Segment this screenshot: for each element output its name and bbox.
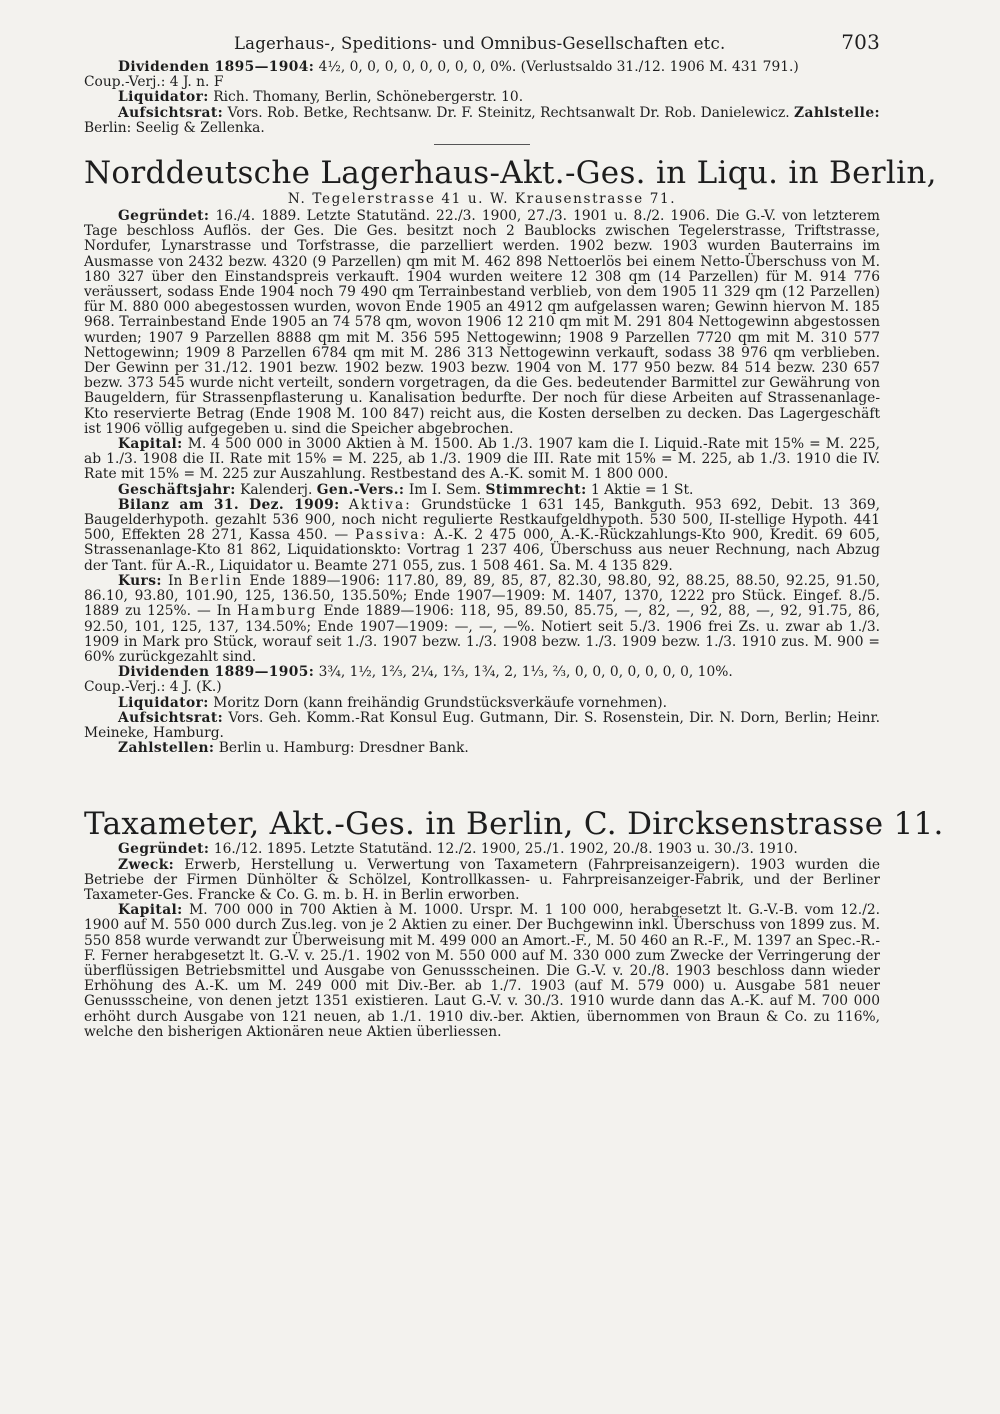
field-label: Gegründet: — [118, 841, 210, 858]
kurs-paragraph — [84, 574, 880, 665]
prev-dividenden — [84, 60, 880, 75]
field-text: M. 4 500 000 in 3000 Aktien à M. 1500. Ab 1./3. 1907 kam die I. Liquid.-Rate mit 15% = M. 225, ab 1./3. 1908 die II. Rate mit 15% = M. 225, ab 1./3. 1909 die III. Rate mit 15% = M. 225, ab 1./3. 1910 die IV. Rate mit 15% = M. 225 zur Auszahlung. Restbestand des A.-K. somit M. 1 800 000. — [84, 436, 880, 483]
field-text: Kalenderj. — [240, 481, 313, 498]
field-label: Liquidator: — [118, 89, 209, 106]
previous-entry — [84, 60, 880, 136]
prev-aufsichtsrat — [84, 106, 880, 136]
aufsichtsrat-paragraph — [84, 711, 880, 741]
company-entry-taxameter — [84, 806, 944, 1040]
field-text: Vors. Rob. Betke, Rechtsanw. Dr. F. Steinitz, Rechtsanwalt Dr. Rob. Danielewicz. — [227, 104, 790, 121]
prev-liquidator — [84, 90, 880, 105]
passiva-word: Passiva: — [354, 527, 428, 544]
field-text: Berlin: Seelig & Zellenka. — [84, 119, 265, 136]
kapital-paragraph — [84, 437, 880, 483]
field-label: Gegründet: — [118, 208, 210, 225]
gegruendet-paragraph — [84, 209, 880, 437]
running-head-title: Lagerhaus-, Speditions- und Omnibus-Gesellschaften etc. — [234, 34, 726, 53]
field-label: Zahlstelle: — [794, 104, 880, 121]
field-text: Ende 1889—1906: 118, 95, 89.50, 85.75, —, 82, —, 92, 88, —, 92, 91.75, 86, 92.50, 101, 125, 137, 134.50%; Ende 1907—1909: —, —, —%. Notiert seit 5./3. 1906 frei Zs. u. zwar ab 1./3. 1909 in Mark pro Stück, worauf seit 1./3. 1907 bezw. 1./3. 1908 bezw. 1./3. 1909 bezw. 1./3. 1910 zus. M. 900 = 60% zurückgezahlt sind. — [84, 603, 880, 665]
kurs-city: Berlin — [188, 572, 244, 589]
company-entry-norddeutsche — [84, 155, 937, 757]
company-title: Taxameter, Akt.-Ges. in Berlin, C. Dircksenstrasse 11. — [84, 806, 944, 843]
field-text: Rich. Thomany, Berlin, Schönebergerstr. 10. — [213, 89, 524, 106]
spacer — [84, 756, 880, 798]
field-label: Dividenden 1889—1905: — [118, 664, 315, 681]
field-label: Geschäftsjahr: — [118, 481, 236, 498]
field-label: Bilanz am 31. Dez. 1909: — [118, 496, 340, 513]
zweck-paragraph — [84, 858, 880, 904]
field-label: Kapital: — [118, 436, 183, 453]
field-text: 16./4. 1889. Letzte Statutänd. 22./3. 1900, 27./3. 1901 u. 8./2. 1906. Die G.-V. von letzterem Tage beschloss Auflös. der Ges. Die Ges. besitzt noch 2 Baublocks zwischen Tegelerstrasse, Triftstrasse, Nordufer, Lynarstrasse und Torfstrasse, die parzelliert werden. 1902 bezw. 1903 wurden Bauterrains im Ausmasse von 2432 bezw. 4320 (9 Parzellen) qm mit M. 462 898 Nettoerlös bei einem Netto-Überschuss von M. 180 327 über den Einstandspreis verkauft. 1904 wurden weitere 12 308 qm (14 Parzellen) für M. 914 776 veräussert, sodass Ende 1904 noch 79 490 qm Terrainbestand verblieb, von dem 1905 11 329 qm (12 Parzellen) für M. 880 000 abegestossen wurden, wovon Ende 1905 an 4912 qm aufgelassen waren; Gewinn hiervon M. 185 968. Terrainbestand Ende 1905 an 74 578 qm, wovon 1906 12 210 qm mit M. 291 804 Nettogewinn abgestossen wurden; 1907 9 Parzellen 8888 qm mit M. 356 595 Nettogewinn; 1908 9 Parzellen 7720 qm mit M. 310 577 Nettogewinn; 1909 8 Parzellen 6784 qm mit M. 286 313 Nettogewinn verkauft, sodass 38 976 qm verblieben. Der Gewinn per 31./12. 1901 bezw. 1902 bezw. 1903 bezw. 1904 von M. 177 950 bezw. 84 514 bezw. 230 657 bezw. 373 545 wurde nicht verteilt, sondern vorgetragen, da die Ges. bedeutender Barmittel zur Gewährung von Baugeldern, für Strassenpflasterung u. Kanalisation bedurfte. Der noch für diese Arbeiten auf Strassenanlage-Kto reservierte Betrag (Ende 1908 M. 100 847) reicht aus, die Kosten derselben zu decken. Das Lagergeschäft ist 1906 völlig aufgegeben u. sind die Speicher abgebrochen. — [84, 208, 880, 437]
company-address: N. Tegelerstrasse 41 u. W. Krausenstrasse 71. — [287, 191, 677, 208]
field-text: In — [168, 572, 183, 589]
field-text: M. 700 000 in 700 Aktien à M. 1000. Urspr. M. 1 100 000, herabgesetzt lt. G.-V.-B. vom 12./2. 1900 auf M. 550 000 durch Zus.leg. von je 2 Aktien zu einer. Der Buchgewinn inkl. Überschuss von 1899 zus. M. 550 858 wurde verwandt zur Überweisung mit M. 499 000 an Amort.-F., M. 50 460 an R.-F., M. 1397 an Spec.-R.-F. Ferner herabgesetzt lt. G.-V. v. 25./1. 1902 von M. 550 000 auf M. 330 000 zum Zwecke der Verringerung der überflüssigen Betriebsmittel und Ausgabe von Genussscheinen. Die G.-V. v. 20./8. 1903 beschloss dann wieder Erhöhung des A.-K. um M. 249 000 mit Div.-Ber. ab 1./7. 1903 (auf M. 579 000) u. Ausgabe 581 neuer Genussscheine, von denen jetzt 1351 existieren. Laut G.-V. v. 30./3. 1910 wurde dann das A.-K. auf M. 700 000 erhöht durch Ausgabe von 121 neuen, ab 1./1. 1910 div.-ber. Aktien, übernommen von Braun & Co. zu 116%, welche den bisherigen Aktionären neue Aktien überliessen. — [84, 902, 881, 1040]
field-text: Grundstücke 1 631 145, Bankguth. 953 692, Debit. 13 369, Baugelderhypoth. gezahlt 536 900, noch nicht regulierte Restkaufgeldhypoth. 530 500, II-stellige Hypoth. 441 500, Effekten 28 271, Kassa 450. — — [84, 496, 880, 544]
field-text: A.-K. 2 475 000, A.-K.-Rückzahlungs-Kto 900, Kredit. 69 605, Strassenanlage-Kto 81 862, Liquidationskto: Vortrag 1 237 406, Überschuss aus neuer Rechnung, nach Abzug der Tant. für A.-R., Liquidator u. Beamte 271 055, zus. 1 508 461. Sa. M. 4 135 829. — [84, 527, 880, 574]
gegruendet-line — [84, 842, 880, 857]
field-text: 4½, 0, 0, 0, 0, 0, 0, 0, 0, 0%. (Verlustsaldo 31./12. 1906 M. 431 791.) — [318, 59, 799, 75]
page-number: 703 — [841, 30, 880, 54]
running-head — [84, 30, 880, 60]
prev-coup: Coup.-Verj.: 4 J. n. F — [84, 74, 224, 91]
zahlstellen-line — [84, 741, 880, 756]
field-label: Dividenden 1895—1904: — [118, 59, 315, 75]
field-label: Gen.-Vers.: — [316, 481, 405, 498]
liquidator-line — [84, 696, 880, 711]
field-text: Erwerb, Herstellung u. Verwertung von Taxametern (Fahrpreisanzeigern). 1903 wurden die Betriebe der Firmen Dünhölter & Schölzel, Kontrollkassen- u. Fahrpreisanzeiger-Fabrik, und der Berliner Taxameter-Ges. Francke & Co. G. m. b. H. in Berlin erworben. — [84, 856, 880, 903]
field-text: 16./12. 1895. Letzte Statutänd. 12./2. 1900, 25./1. 1902, 20./8. 1903 u. 30./3. 1910. — [213, 841, 798, 858]
field-label: Zahlstellen: — [118, 740, 215, 757]
field-text: Ende 1889—1906: 117.80, 89, 89, 85, 87, 82.30, 98.80, 92, 88.25, 88.50, 92.25, 91.50, 86.10, 93.80, 101.90, 125, 136.50, 135.50%; Ende 1907—1909: M. 1407, 1370, 1222 pro Stück. Eingef. 8./5. 1889 zu 125%. — In — [84, 572, 881, 620]
field-label: Stimmrecht: — [485, 481, 587, 498]
company-title: Norddeutsche Lagerhaus-Akt.-Ges. in Liqu. in Berlin, — [84, 155, 937, 192]
kapital-paragraph — [84, 903, 880, 1040]
bilanz-paragraph — [84, 498, 880, 574]
field-text: Vors. Geh. Komm.-Rat Konsul Eug. Gutmann, Dir. S. Rosenstein, Dir. N. Dorn, Berlin; Heinr. Meineke, Hamburg. — [84, 709, 880, 741]
field-text: 3¾, 1½, 1⅔, 2¼, 1⅔, 1¾, 2, 1⅓, ⅔, 0, 0, 0, 0, 0, 0, 0, 10%. — [318, 664, 733, 681]
field-text: 1 Aktie = 1 St. — [590, 481, 694, 498]
field-label: Kapital: — [118, 902, 183, 919]
coup-line: Coup.-Verj.: 4 J. (K.) — [84, 679, 222, 696]
field-label: Aufsichtsrat: — [118, 104, 224, 121]
field-label: Aufsichtsrat: — [118, 709, 224, 726]
aktiva-word: Aktiva: — [348, 496, 412, 513]
field-text: Berlin u. Hamburg: Dresdner Bank. — [218, 740, 469, 757]
field-label: Liquidator: — [118, 694, 209, 711]
field-text: Im I. Sem. — [408, 481, 482, 498]
dividenden-line — [84, 665, 880, 680]
field-text: Moritz Dorn (kann freihändig Grundstücksverkäufe vornehmen). — [213, 694, 668, 711]
geschaeftsjahr-line — [84, 483, 880, 498]
kurs-city: Hamburg — [237, 603, 318, 620]
field-label: Zweck: — [118, 856, 175, 873]
field-label: Kurs: — [118, 572, 162, 589]
section-divider — [434, 144, 530, 145]
